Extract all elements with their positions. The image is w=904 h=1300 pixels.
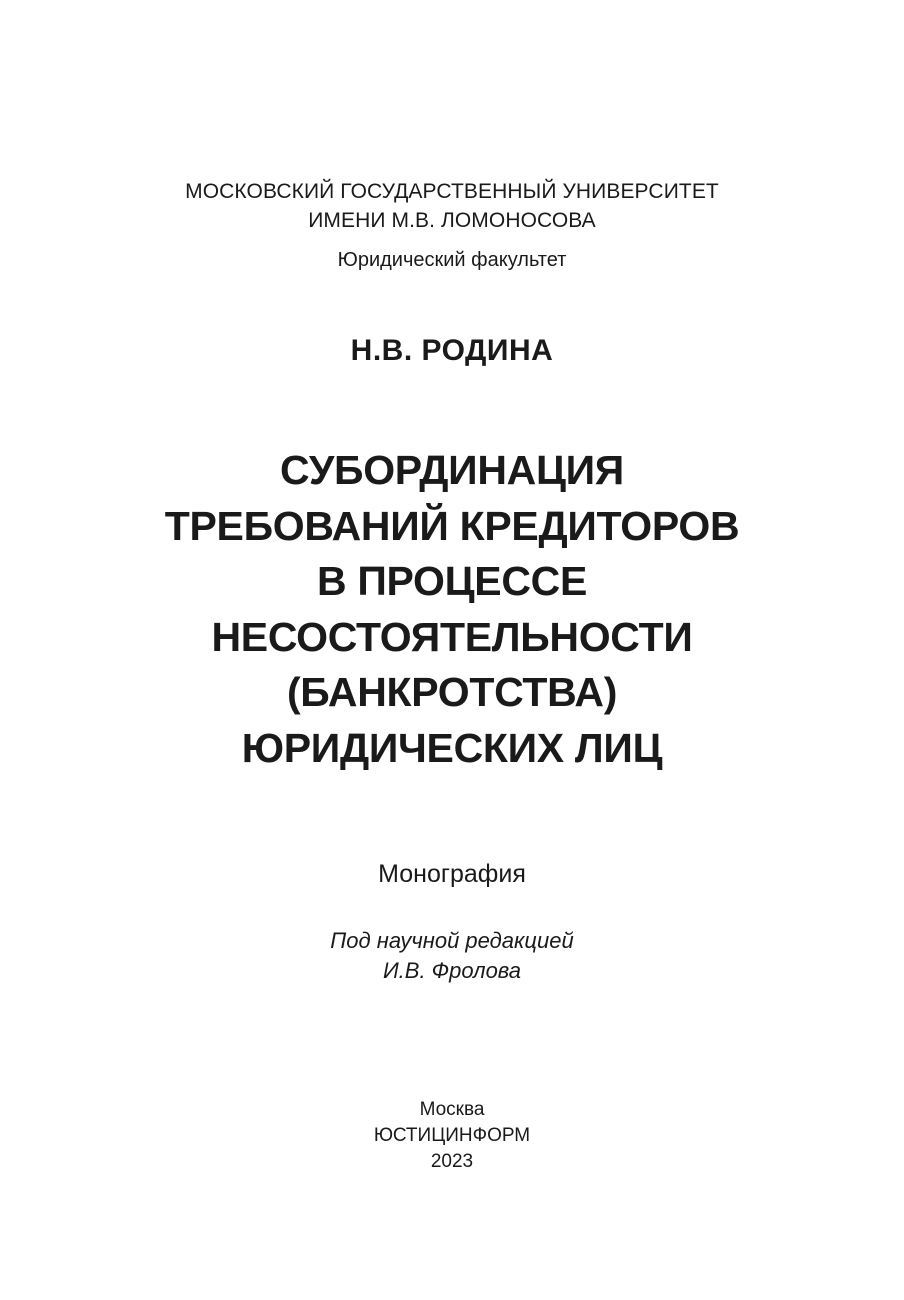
university-line: ИМЕНИ М.В. ЛОМОНОСОВА [308,209,596,232]
author-label: Н.В. РОДИНА [350,334,554,367]
university-name [0,177,904,235]
title-line: (БАНКРОТСТВА) [286,669,618,716]
title-line: ТРЕБОВАНИЙ КРЕДИТОРОВ [164,502,740,549]
author-name [0,331,904,371]
editor-line: Под научной редакцией [330,928,574,953]
genre-text: Монография [378,860,526,888]
imprint [0,1097,904,1175]
imprint-year: 2023 [430,1151,474,1172]
book-title [0,443,904,777]
title-line: НЕСОСТОЯТЕЛЬНОСТИ [211,613,693,660]
faculty-name [0,246,904,274]
university-line: МОСКОВСКИЙ ГОСУДАРСТВЕННЫЙ УНИВЕРСИТЕТ [185,180,719,203]
editor-line: И.В. Фролова [382,958,522,983]
editor-credit [0,926,904,986]
faculty-label: Юридический факультет [337,249,567,271]
genre-label [0,857,904,891]
title-line: ЮРИДИЧЕСКИХ ЛИЦ [241,724,663,771]
imprint-city: Москва [419,1099,485,1120]
imprint-publisher: ЮСТИЦИНФОРМ [373,1125,531,1146]
title-line: В ПРОЦЕССЕ [316,558,588,605]
title-line: СУБОРДИНАЦИЯ [280,447,624,493]
